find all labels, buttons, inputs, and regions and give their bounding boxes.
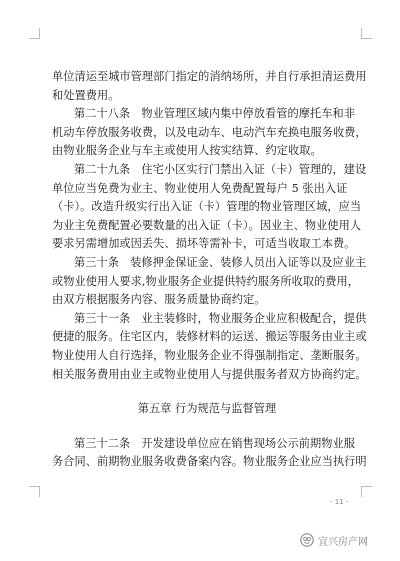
page-number: - 11 - — [330, 498, 349, 506]
body-line: 要求另需增加或因丢失、损坏等需补卡，可适当收取工本费。 — [52, 237, 356, 251]
crop-mark-top-right — [361, 28, 372, 39]
article-29-heading-line: 第二十九条 住宅小区实行门禁出入证（卡）管理的，建设 — [74, 162, 367, 176]
article-28-heading-line: 第二十八条 物业管理区域内集中停放看管的摩托车和非 — [74, 107, 355, 121]
article-31-heading-line: 第三十一条 业主装修时，物业服务企业应积极配合，提供 — [74, 311, 367, 325]
body-line: 单位应当免费为业主、物业使用人免费配置每户 5 张出入证 — [52, 181, 348, 195]
article-30-heading-line: 第三十条 装修押金保证金、装修人员出入证等以及应业主 — [74, 255, 367, 269]
wechat-official-account-icon — [300, 533, 314, 547]
body-line: 或物业使用人要求,物业服务企业提供特约服务所收取的费用， — [52, 274, 360, 288]
body-line: 物业使用人自行选择，物业服务企业不得强制指定、垄断服务。 — [52, 348, 367, 362]
body-line: 和处置费用。 — [52, 88, 120, 102]
body-line: 由物业服务企业与车主或使用人按实结算、约定收取。 — [52, 144, 322, 158]
watermark — [300, 530, 368, 550]
article-32-heading-line: 第三十二条 开发建设单位应在销售现场公示前期物业服 — [74, 436, 355, 450]
crop-mark-top-left — [29, 28, 40, 39]
body-line: 机动车停放服务收费，以及电动车、电动汽车充换电服务收费， — [52, 125, 367, 139]
document-body — [52, 68, 367, 472]
watermark-text: 宜兴房产网 — [318, 536, 368, 548]
body-line: 单位清运至城市管理部门指定的消纳场所，并自行承担清运费用 — [52, 70, 367, 83]
crop-mark-bottom-right — [361, 486, 372, 497]
chapter-title: 第五章 行为规范与监督管理 — [137, 402, 277, 416]
body-line: 为业主免费配置必要数量的出入证（卡）。因业主、物业使用人 — [52, 218, 362, 232]
body-line: 由双方根据服务内容、服务质量协商约定。 — [52, 293, 266, 307]
body-line: 相关服务费用由业主或物业使用人与提供服务者双方协商约定。 — [52, 367, 367, 381]
crop-mark-bottom-left — [29, 486, 40, 497]
body-line: 便捷的服务。住宅区内，装修材料的运送、搬运等服务由业主或 — [52, 330, 367, 344]
body-line: （卡）。改造升级实行出入证（卡）管理的物业管理区域，应当 — [52, 200, 362, 214]
body-line: 务合同、前期物业服务收费备案内容。物业服务企业应当执行明 — [52, 455, 367, 469]
